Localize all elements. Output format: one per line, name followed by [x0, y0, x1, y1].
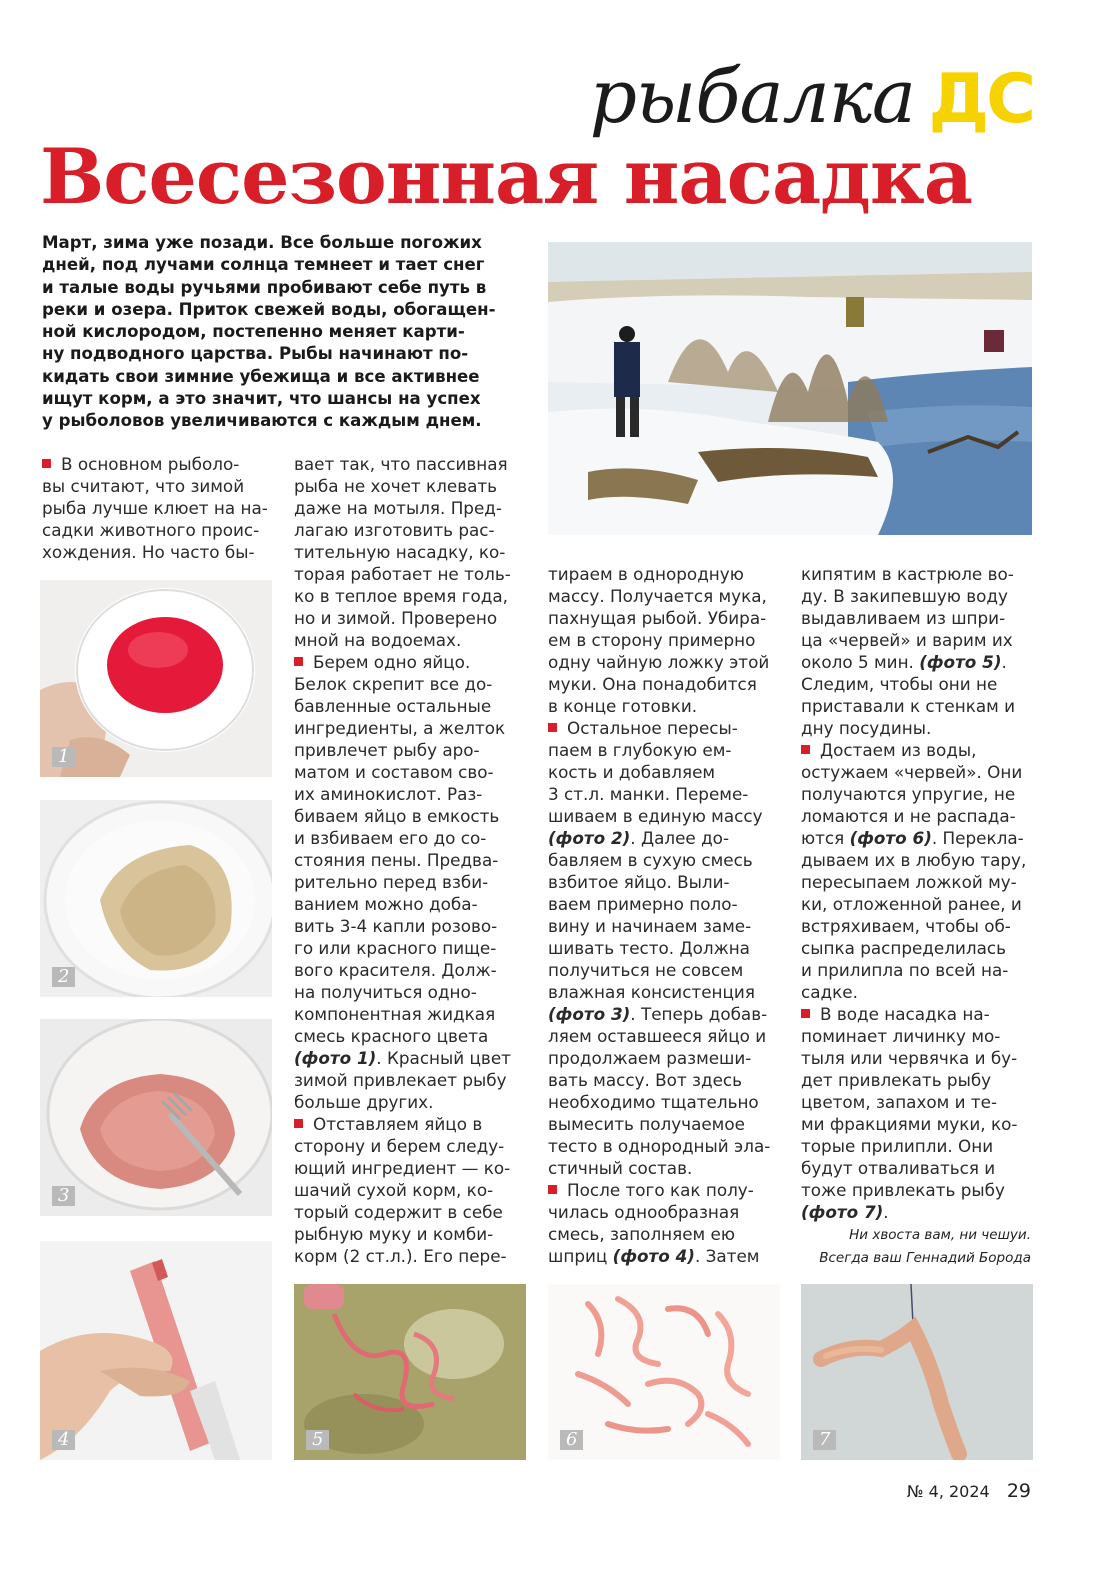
paragraph-bullet	[548, 1185, 557, 1194]
text-line: После того как полу-	[548, 1179, 780, 1201]
text-line: садки животного проис-	[42, 520, 260, 540]
text-line: ломаются и не распада-	[801, 806, 1016, 826]
text-line: В воде насадка на-	[801, 1003, 1033, 1025]
paragraph-bullet	[294, 657, 303, 666]
text-line: на получиться одно-	[294, 982, 477, 1002]
lead-line: Март, зима уже позади. Все больше погожих	[42, 233, 482, 252]
main-photo-winter-fishing	[548, 242, 1032, 535]
text-line: тыля или червячка и бу-	[801, 1048, 1018, 1068]
text-line: вать массу. Вот здесь	[548, 1070, 743, 1090]
brand-logo: ДС	[928, 60, 1033, 139]
text-line: но и зимой. Проверено	[294, 608, 498, 628]
text-column-4	[801, 563, 1033, 1223]
issue-number: № 4, 2024	[906, 1482, 990, 1501]
text-line: зимой привлекает рыбу	[294, 1070, 507, 1090]
paragraph-bullet	[548, 723, 557, 732]
text-line: шиваем в единую массу	[548, 806, 763, 826]
text-line: влажная консистенция	[548, 982, 755, 1002]
text-line: вить 3-4 капли розово-	[294, 916, 498, 936]
text-line: (фото 1). Красный цвет	[294, 1048, 511, 1068]
text-line: сыпка распределилась	[801, 938, 1006, 958]
text-line: В основном рыболо-	[42, 453, 274, 475]
text-column-3	[548, 563, 780, 1267]
text-line: необходимо тщательно	[548, 1092, 759, 1112]
text-line: Достаем из воды,	[801, 739, 1033, 761]
text-line: корм (2 ст.л.). Его пере-	[294, 1246, 507, 1266]
text-line: компонентная жидкая	[294, 1004, 496, 1024]
lead-line: ищут корм, а это значит, что шансы на успех	[42, 389, 481, 409]
text-line: в конце готовки.	[548, 696, 698, 716]
text-line: приставали к стенкам и	[801, 696, 1016, 716]
lead-line: и талые воды ручьями пробивают себе путь в	[42, 277, 487, 297]
text-line: (фото 3). Теперь добав-	[548, 1004, 768, 1024]
text-line: цветом, запахом и те-	[801, 1092, 998, 1112]
text-line: одну чайную ложку этой	[548, 652, 770, 672]
photo-6-cooked-worms	[548, 1284, 780, 1460]
article-headline: Всесезонная насадка	[40, 132, 972, 221]
text-line: рительно перед взби-	[294, 872, 489, 892]
text-line: больше других.	[294, 1092, 434, 1112]
text-line: торые прилипли. Они	[801, 1136, 994, 1156]
text-line: Остальное пересы-	[548, 717, 780, 739]
text-line: шачий сухой корм, ко-	[294, 1180, 494, 1200]
photo-reference: (фото 7)	[801, 1202, 884, 1222]
text-line: ем в сторону примерно	[548, 630, 756, 650]
lead-line: кидать свои зимние убежища и все активнее	[42, 366, 480, 386]
text-line: шприц (фото 4). Затем	[548, 1246, 760, 1266]
photo-3-dough-fork	[40, 1019, 272, 1216]
photo-4-syringe	[40, 1241, 272, 1460]
text-line: взбитое яйцо. Выли-	[548, 872, 730, 892]
text-line: массу. Получается мука,	[548, 586, 767, 606]
text-line: лагаю изготовить рас-	[294, 520, 495, 540]
photo-number: 3	[52, 1186, 75, 1206]
text-line: привлечет рыбу аро-	[294, 740, 480, 760]
text-line: тесто в однородный эла-	[548, 1136, 771, 1156]
text-line: го или красного пище-	[294, 938, 497, 958]
photo-5-boiling-worms	[294, 1284, 526, 1460]
text-line: около 5 мин. (фото 5).	[801, 652, 1007, 672]
text-line: вого красителя. Долж-	[294, 960, 497, 980]
photo-number: 5	[306, 1430, 329, 1450]
text-line: ца «червей» и варим их	[801, 630, 1013, 650]
text-line: их аминокислот. Раз-	[294, 784, 483, 804]
text-line: бавленные остальные	[294, 696, 492, 716]
text-line: биваем яйцо в емкость	[294, 806, 500, 826]
photo-reference: (фото 4)	[612, 1246, 695, 1266]
text-line: ко в теплое время года,	[294, 586, 508, 606]
photo-number: 1	[52, 747, 75, 767]
text-line: Берем одно яйцо.	[294, 651, 526, 673]
text-line: поминает личинку мо-	[801, 1026, 1001, 1046]
text-line: Отставляем яйцо в	[294, 1113, 526, 1135]
photo-reference: (фото 6)	[849, 828, 932, 848]
text-line: ки, отложенной ранее, и	[801, 894, 1022, 914]
photo-number: 4	[52, 1430, 75, 1450]
text-line: торая работает не толь-	[294, 564, 511, 584]
text-line: встряхиваем, чтобы об-	[801, 916, 1011, 936]
lead-line: ной кислородом, постепенно меняет карти-	[42, 322, 465, 342]
paragraph-bullet	[801, 745, 810, 754]
photo-reference: (фото 3)	[548, 1004, 631, 1024]
text-line: рыбную муку и комби-	[294, 1224, 494, 1244]
text-line: Белок скрепит все до-	[294, 674, 493, 694]
text-line: тираем в однородную	[548, 564, 744, 584]
text-line: остужаем «червей». Они	[801, 762, 1023, 782]
text-line: ду. В закипевшую воду	[801, 586, 1008, 606]
text-line: ванием можно доба-	[294, 894, 478, 914]
text-line: стояния пены. Предва-	[294, 850, 499, 870]
photo-reference: (фото 1)	[294, 1048, 377, 1068]
text-line: тоже привлекать рыбу	[801, 1180, 1005, 1200]
text-line: смесь, заполняем ею	[548, 1224, 736, 1244]
page-number: 29	[1006, 1480, 1031, 1502]
photo-1-red-egg-mix	[40, 580, 272, 777]
text-line: ляем оставшееся яйцо и	[548, 1026, 767, 1046]
text-line: шивать тесто. Должна	[548, 938, 750, 958]
photo-2-dry-mix	[40, 800, 272, 997]
text-line: ются (фото 6). Перекла-	[801, 828, 1024, 848]
photo-7-bait-on-hook	[801, 1284, 1033, 1460]
text-line: сторону и берем следу-	[294, 1136, 505, 1156]
text-line: рыба лучше клюет на на-	[42, 498, 268, 518]
text-line: вину и начинаем заме-	[548, 916, 752, 936]
text-line: даже на мотыля. Пред-	[294, 498, 502, 518]
text-column-1	[42, 453, 274, 563]
lead-paragraph	[42, 232, 526, 433]
text-line: дет привлекать рыбу	[801, 1070, 992, 1090]
photo-number: 2	[52, 967, 75, 987]
text-line: пересыпаем ложкой му-	[801, 872, 1017, 892]
section-title: рыбалка	[589, 54, 915, 140]
text-line: продолжаем размеши-	[548, 1048, 752, 1068]
text-line: вает так, что пассивная	[294, 454, 508, 474]
text-column-2	[294, 453, 526, 1267]
photo-number: 6	[560, 1430, 583, 1450]
lead-line: дней, под лучами солнца темнеет и тает снег	[42, 255, 485, 275]
text-line: выдавливаем из шпри-	[801, 608, 1006, 628]
text-line: ингредиенты, а желток	[294, 718, 506, 738]
lead-line: у рыболовов увеличиваются с каждым днем.	[42, 411, 482, 431]
text-line: рыба не хочет клевать	[294, 476, 498, 496]
text-line: будут отваливаться и	[801, 1158, 996, 1178]
text-line: хождения. Но часто бы-	[42, 542, 255, 562]
text-line: дну посудины.	[801, 718, 932, 738]
photo-reference: (фото 2)	[548, 828, 631, 848]
text-line: (фото 7).	[801, 1202, 889, 1222]
paragraph-bullet	[294, 1119, 303, 1128]
text-line: муки. Она понадобится	[548, 674, 757, 694]
signature-line-2: Всегда ваш Геннадий Борода	[819, 1250, 1031, 1266]
text-line: и взбиваем его до со-	[294, 828, 487, 848]
text-line: ющий ингредиент — ко-	[294, 1158, 511, 1178]
text-line: получаются упругие, не	[801, 784, 1016, 804]
lead-line: реки и озера. Приток свежей воды, обогащен-	[42, 299, 496, 319]
lead-line: ну подводного царства. Рыбы начинают по-	[42, 344, 469, 364]
text-line: получиться не совсем	[548, 960, 744, 980]
paragraph-bullet	[801, 1009, 810, 1018]
text-line: кипятим в кастрюле во-	[801, 564, 1014, 584]
page-footer	[907, 1480, 1031, 1502]
text-line: садке.	[801, 982, 858, 1002]
photo-reference: (фото 5)	[919, 652, 1002, 672]
text-line: (фото 2). Далее до-	[548, 828, 729, 848]
text-line: тительную насадку, ко-	[294, 542, 506, 562]
text-line: стичный состав.	[548, 1158, 693, 1178]
text-line: чилась однообразная	[548, 1202, 740, 1222]
winter-fishing-illustration	[548, 242, 1032, 535]
text-line: и прилипла по всей на-	[801, 960, 1009, 980]
text-line: ми фракциями муки, ко-	[801, 1114, 1018, 1134]
text-line: смесь красного цвета	[294, 1026, 489, 1046]
paragraph-bullet	[42, 459, 51, 468]
text-line: торый содержит в себе	[294, 1202, 503, 1222]
text-line: Следим, чтобы они не	[801, 674, 998, 694]
text-line: матом и составом сво-	[294, 762, 494, 782]
text-line: мной на водоемах.	[294, 630, 462, 650]
text-line: дываем их в любую тару,	[801, 850, 1027, 870]
text-line: кость и добавляем	[548, 762, 716, 782]
text-line: вымесить получаемое	[548, 1114, 745, 1134]
text-line: ваем примерно поло-	[548, 894, 738, 914]
text-line: 3 ст.л. манки. Переме-	[548, 784, 749, 804]
text-line: паем в глубокую ем-	[548, 740, 732, 760]
text-line: вы считают, что зимой	[42, 476, 245, 496]
syringe-hand-illustration	[40, 1241, 272, 1460]
signature-line-1: Ни хвоста вам, ни чешуи.	[849, 1227, 1031, 1243]
photo-number: 7	[813, 1430, 836, 1450]
text-line: пахнущая рыбой. Убира-	[548, 608, 767, 628]
text-line: бавляем в сухую смесь	[548, 850, 753, 870]
